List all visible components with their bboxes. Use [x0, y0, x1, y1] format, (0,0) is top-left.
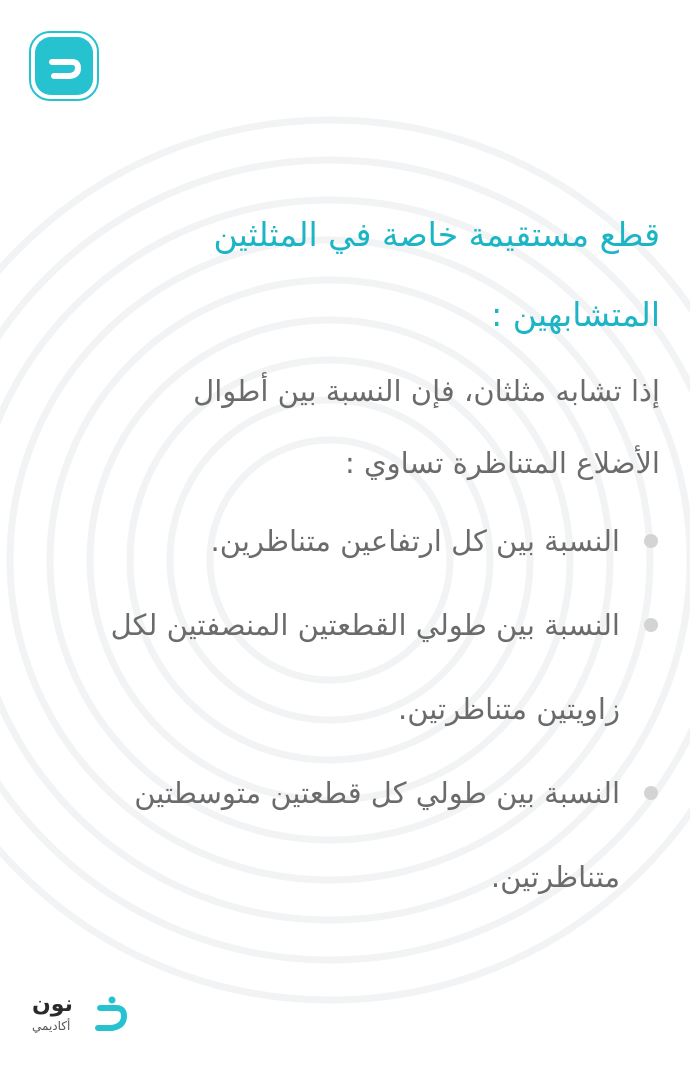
- intro-line-1: إذا تشابه مثلثان، فإن النسبة بين أطوال: [193, 374, 660, 408]
- noon-logo-icon: [28, 30, 100, 102]
- lesson-heading-line-1: قطع مستقيمة خاصة في المثلثين: [213, 215, 660, 254]
- list-item: [20, 751, 660, 919]
- list-item: [20, 499, 660, 583]
- noon-brand-icon: [90, 994, 130, 1034]
- lesson-content: [20, 195, 660, 919]
- brand-watermark: [28, 992, 138, 1042]
- lesson-heading-line-2: المتشابهين :: [491, 295, 660, 334]
- bullet-dot-icon: [644, 786, 658, 800]
- brand-subtitle: أكاديمي: [32, 1019, 71, 1033]
- bullet-dot-icon: [644, 618, 658, 632]
- intro-line-2: الأضلاع المتناظرة تساوي :: [344, 446, 660, 480]
- bullet-dot-icon: [644, 534, 658, 548]
- brand-name: نون: [32, 992, 73, 1017]
- bullet-text: النسبة بين كل ارتفاعين متناظرين.: [210, 524, 620, 558]
- bullet-list: [20, 499, 660, 919]
- bullet-text: النسبة بين طولي كل قطعتين متوسطتين متناظرتين.: [134, 776, 620, 894]
- bullet-text: النسبة بين طولي القطعتين المنصفتين لكل زاويتين متناظرتين.: [110, 608, 620, 726]
- list-item: [20, 583, 660, 751]
